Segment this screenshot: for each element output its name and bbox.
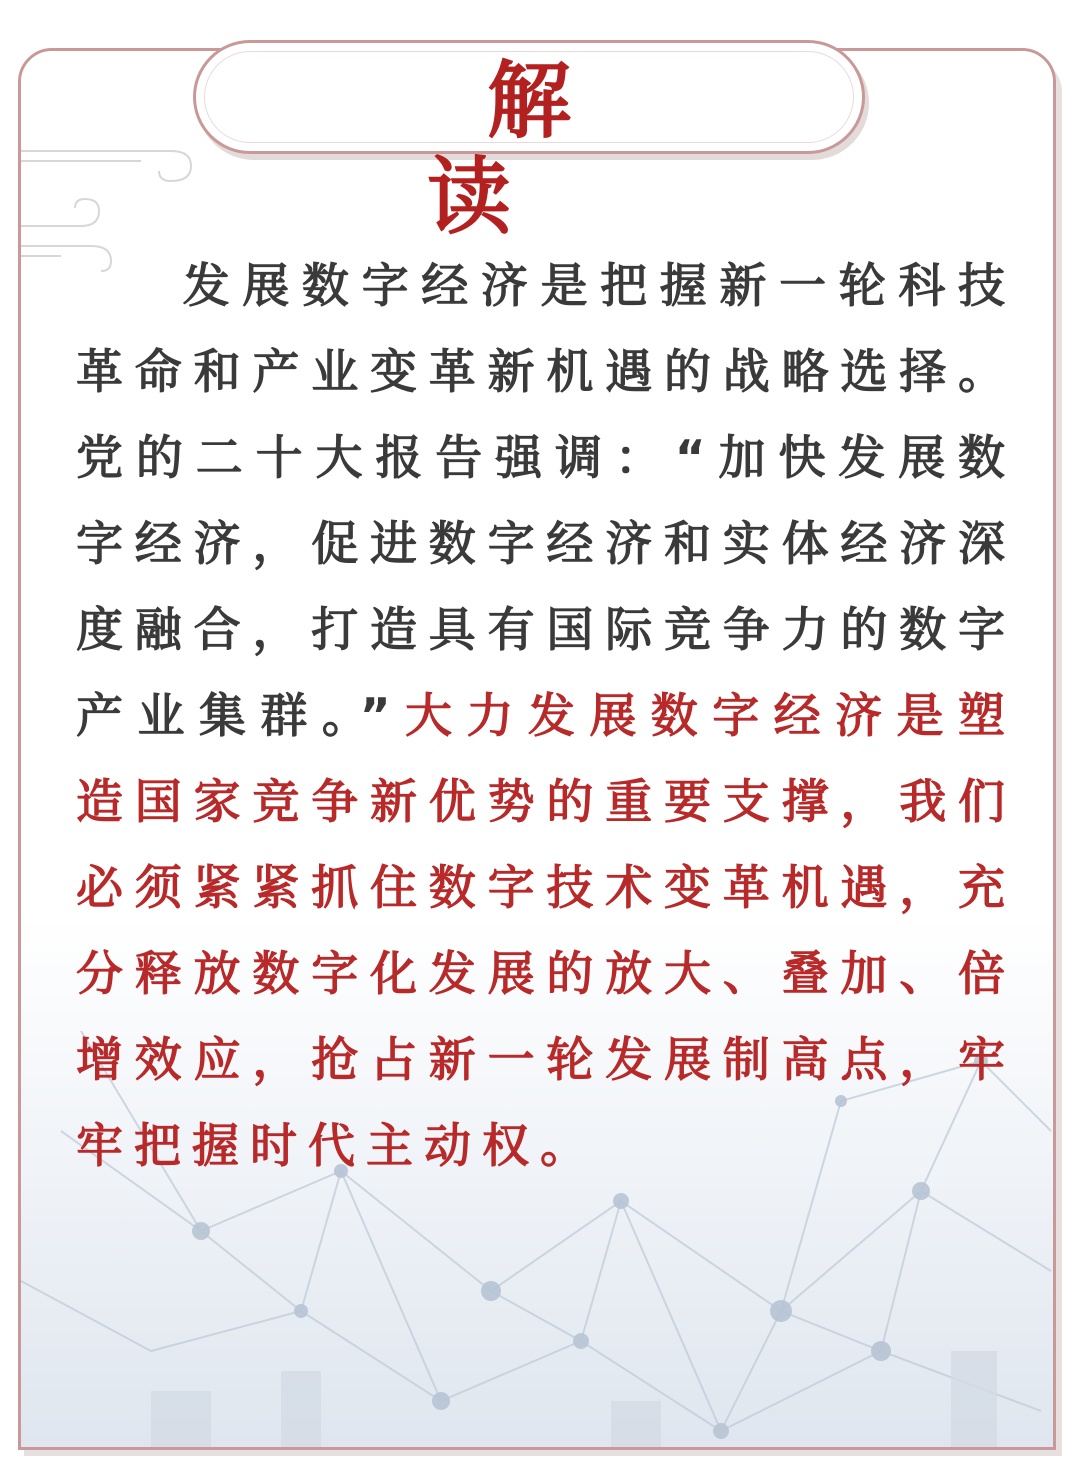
article-normal-text: 发展数字经济是把握新一轮科技革命和产业变革新机遇的战略选择。党的二十大报告强调：“加快发展数字经济，促进数字经济和实体经济深度融合，打造具有国际竞争力的数字产业集群。”	[76, 259, 1016, 744]
article-body	[76, 244, 1016, 1190]
title-banner	[193, 40, 865, 246]
page-title: 解 读	[426, 52, 691, 246]
article-highlight-text: 大力发展数字经济是塑造国家竞争新优势的重要支撑，我们必须紧紧抓住数字技术变革机遇，充分释放数字化发展的放大、叠加、倍增效应，抢占新一轮发展制高点，牢牢把握时代主动权。	[76, 689, 1016, 1174]
